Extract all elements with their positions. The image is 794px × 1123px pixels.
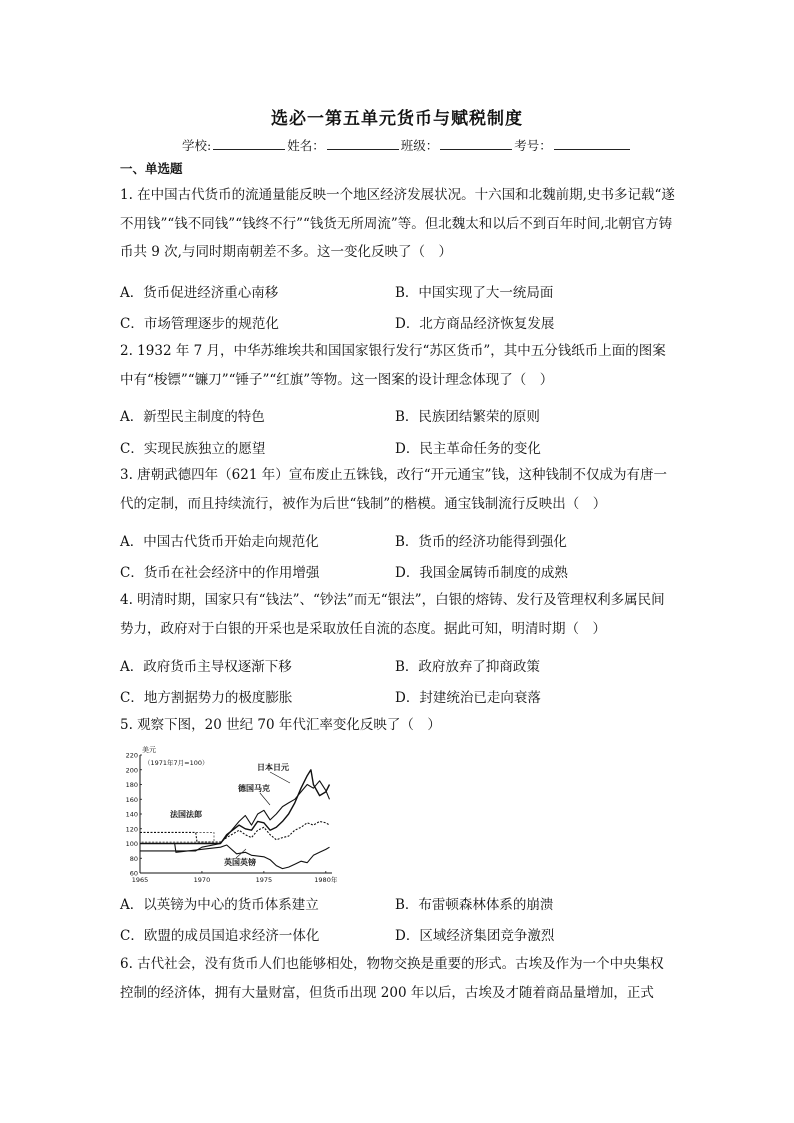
exchange-rate-chart-svg [120,743,342,885]
q2-option-c[interactable]: C．实现民族独立的愿望 [120,441,266,457]
japanese-yen-leader [270,772,290,783]
question-3-stem: 3. 唐朝武德四年（621 年）宣布废止五铢钱，改行“开元通宝”钱，这种钱制不仅成为有唐一代的定制，而且持续流行，被作为后世“钱制”的楷模。通宝钱制流行反映出（ ） [120,467,668,512]
school-blank[interactable] [213,136,285,150]
y-tick-label: 220 [125,751,138,760]
q3-option-a[interactable]: A．中国古代货币开始走向规范化 [120,534,319,550]
y-tick-label: 140 [125,810,138,819]
german-mark-line [140,781,330,851]
german-mark-leader [260,793,270,805]
x-tick-label: 1970 [193,876,211,884]
german-mark-label: 德国马克 [238,784,270,793]
french-franc-label: 法国法郎 [170,810,202,819]
q2-option-b[interactable]: B．民族团结繁荣的原则 [395,409,540,425]
question-4-stem: 4. 明清时期，国家只有“钱法”、“钞法”而无“银法”，白银的熔铸、发行及管理权利多属民间势力，政府对于白银的开采也是采取放任自流的态度。据此可知，明清时期（ ） [120,592,665,637]
y-tick-label: 120 [125,825,138,834]
q1-option-b[interactable]: B．中国实现了大一统局面 [395,285,554,301]
class-blank[interactable] [440,136,512,150]
q1-option-a[interactable]: A．货币促进经济重心南移 [120,285,279,301]
exchange-rate-chart [120,743,342,885]
q4-option-a[interactable]: A．政府货币主导权逐渐下移 [120,659,292,675]
class-label: 班级： [400,138,439,153]
student-info-row [182,136,632,154]
chart-note: （1971年7月=100） [144,759,209,767]
y-tick-label: 60 [129,869,138,878]
q3-option-c[interactable]: C．货币在社会经济中的作用增强 [120,565,320,581]
x-tick-label: 1980年 [314,876,338,884]
french-franc-box [140,832,214,842]
q5-option-b[interactable]: B．布雷顿森林体系的崩溃 [395,897,554,913]
q1-option-c[interactable]: C．市场管理逐步的规范化 [120,316,279,332]
school-label: 学校: [182,138,212,153]
y-tick-label: 180 [125,781,138,789]
q2-option-d[interactable]: D．民主革命任务的变化 [395,441,541,457]
question-2-stem: 2. 1932 年 7 月，中华苏维埃共和国国家银行发行“苏区货币”，其中五分钱纸币上面的图案中有“梭镖”“镰刀”“锤子”“红旗”等物。这一图案的设计理念体现了（ ） [120,343,666,388]
question-6-stem: 6. 古代社会，没有货币人们也能够相处，物物交换是重要的形式。古埃及作为一个中央集权控制的经济体，拥有大量财富，但货币出现 200 年以后，古埃及才随着商品量增加，正式 [120,956,664,1001]
q5-option-d[interactable]: D．区域经济集团竞争激烈 [395,928,555,944]
y-tick-label: 200 [125,766,138,775]
q4-option-b[interactable]: B．政府放弃了抑商政策 [395,659,540,675]
q5-option-a[interactable]: A．以英镑为中心的货币体系建立 [120,897,319,913]
number-label: 考号： [514,138,552,153]
question-5-stem: 5. 观察下图，20 世纪 70 年代汇率变化反映了（ ） [120,717,441,733]
y-axis-label: 美元 [142,746,156,754]
name-label: 姓名： [287,138,325,153]
question-1-stem: 1. 在中国古代货币的流通量能反映一个地区经济发展状况。十六国和北魏前期,史书多记载“遂不用钱”“钱不同钱”“钱终不行”“钱货无所周流”等。但北魏太和以后不到百年时间,北朝官方铸币共 9 次,与同时期南朝差不多。这一变化反映了（ ） [120,187,675,260]
q5-option-c[interactable]: C．欧盟的成员国追求经济一体化 [120,928,320,944]
name-blank[interactable] [327,136,399,150]
x-tick-label: 1975 [255,876,273,884]
q1-option-d[interactable]: D．北方商品经济恢复发展 [395,316,555,332]
french-franc-line [140,821,330,842]
q3-option-b[interactable]: B．货币的经济功能得到强化 [395,534,567,550]
q3-option-d[interactable]: D．我国金属铸币制度的成熟 [395,565,568,581]
y-tick-label: 80 [129,854,138,863]
q4-option-c[interactable]: C．地方割据势力的极度膨胀 [120,690,293,706]
british-pound-label: 英国英镑 [224,858,256,867]
number-blank[interactable] [554,136,630,150]
x-tick-label: 1965 [131,876,149,884]
q4-option-d[interactable]: D．封建统治已走向衰落 [395,690,541,706]
japanese-yen-label: 日本日元 [257,763,289,772]
page-title: 选必一第五单元货币与赋税制度 [271,109,523,129]
y-tick-label: 160 [125,795,138,804]
q2-option-a[interactable]: A．新型民主制度的特色 [120,409,265,425]
section-heading: 一、单选题 [120,161,183,176]
y-tick-label: 100 [125,840,138,848]
